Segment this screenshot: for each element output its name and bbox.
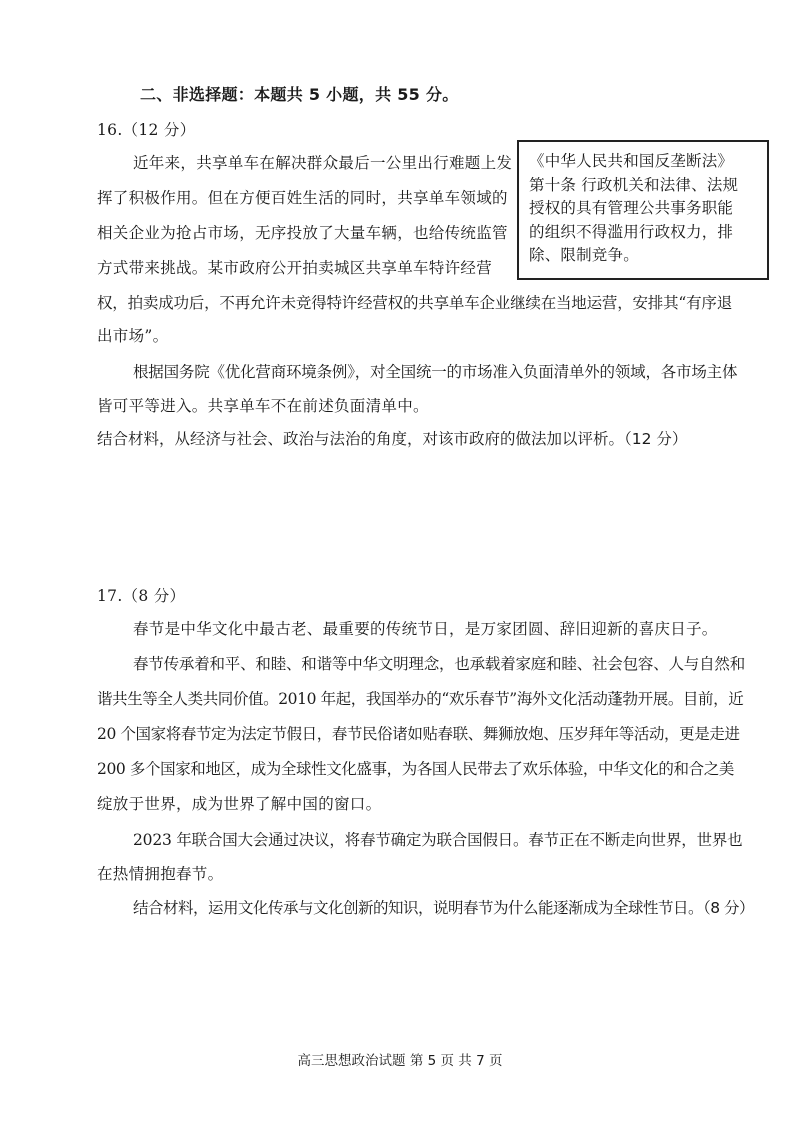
q17-paragraph2-line: 春节传承着和平、和睦、和谐等中华文明理念，也承载着家庭和睦、社会包容、人与自然和 (133, 655, 746, 673)
q16-paragraph1-line: 出市场”。 (97, 327, 169, 345)
q17-paragraph2-line: 20 个国家将春节定为法定节假日，春节民俗诸如贴春联、舞狮放炮、压岁拜年等活动，更是走进 (97, 725, 740, 743)
law-excerpt-line: 除、限制竞争。 (529, 246, 639, 264)
q16-paragraph2-line: 皆可平等进入。共享单车不在前述负面清单中。 (97, 397, 429, 415)
law-excerpt-line: 《中华人民共和国反垄断法》 (529, 152, 734, 170)
q17-paragraph2-line: 谐共生等全人类共同价值。2010 年起，我国举办的“欢乐春节”海外文化活动蓬勃开展。目前，近 (97, 690, 744, 708)
law-excerpt-line: 授权的具有管理公共事务职能 (529, 199, 734, 217)
q17-number: 17.（8 分） (97, 587, 186, 605)
q16-paragraph1-line: 挥了积极作用。但在方便百姓生活的同时，共享单车领域的 (97, 189, 508, 207)
q17-paragraph2-line: 绽放于世界，成为世界了解中国的窗口。 (97, 795, 382, 813)
q16-number: 16.（12 分） (97, 121, 196, 139)
q17-paragraph3-line: 在热情拥抱春节。 (97, 865, 224, 883)
q17-paragraph2-line: 200 多个国家和地区，成为全球性文化盛事，为各国人民带去了欢乐体验，中华文化的和合之美 (97, 760, 734, 778)
q16-paragraph1-line: 方式带来挑战。某市政府公开拍卖城区共享单车特许经营 (97, 259, 493, 277)
q16-paragraph1-line: 近年来，共享单车在解决群众最后一公里出行难题上发 (133, 154, 513, 172)
q17-paragraph3-line: 2023 年联合国大会通过决议，将春节确定为联合国假日。春节正在不断走向世界，世界也 (133, 831, 743, 849)
q16-question: 结合材料，从经济与社会、政治与法治的角度，对该市政府的做法加以评析。（12 分） (97, 430, 688, 448)
law-excerpt-line: 第十条 行政机关和法律、法规 (529, 175, 739, 194)
q16-paragraph2-line: 根据国务院《优化营商环境条例》，对全国统一的市场准入负面清单外的领域，各市场主体 (133, 363, 738, 381)
q16-paragraph1-line: 权，拍卖成功后，不再允许未竞得特许经营权的共享单车企业继续在当地运营，安排其“有序退 (97, 294, 733, 312)
q17-question: 结合材料，运用文化传承与文化创新的知识，说明春节为什么能逐渐成为全球性节日。（8 分） (133, 899, 755, 917)
q17-paragraph1: 春节是中华文化中最古老、最重要的传统节日，是万家团圆、辞旧迎新的喜庆日子。 (133, 620, 718, 638)
section-heading: 二、非选择题：本题共 5 小题，共 55 分。 (140, 85, 459, 104)
q16-paragraph1-line: 相关企业为抢占市场，无序投放了大量车辆，也给传统监管 (97, 224, 508, 242)
law-excerpt-line: 的组织不得滥用行政权力，排 (529, 222, 734, 241)
law-excerpt-box (517, 140, 769, 280)
page-footer: 高三思想政治试题 第 5 页 共 7 页 (297, 1053, 503, 1069)
